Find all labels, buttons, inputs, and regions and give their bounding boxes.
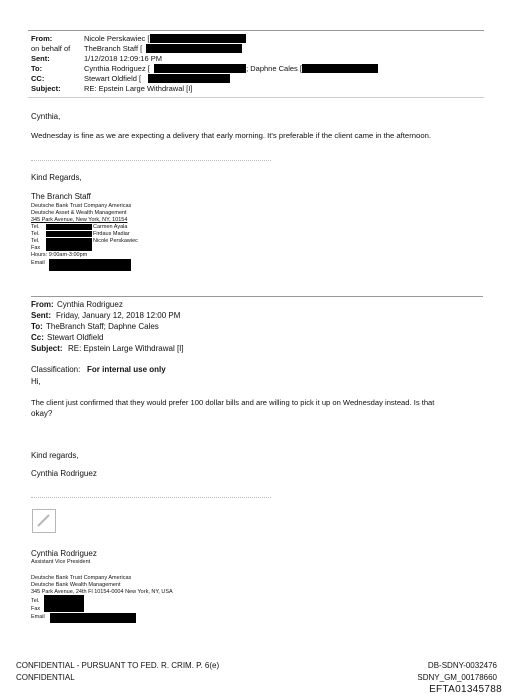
confidential-label: CONFIDENTIAL xyxy=(16,673,75,682)
message-body-line: The client just confirmed that they would prefer 100 dollar bills and are willing to pick it up on Wednesday instead. Is that xyxy=(31,398,435,407)
greeting: Hi, xyxy=(31,377,41,386)
redaction xyxy=(46,231,92,237)
sent-label: Sent: xyxy=(31,311,51,320)
to-label: To: xyxy=(31,322,43,331)
from-value: Nicole Perskawiec [ xyxy=(84,34,150,43)
subject-label: Subject: xyxy=(31,344,63,353)
redaction xyxy=(46,224,92,230)
cc-value: Stewart Oldfield xyxy=(47,333,104,342)
signature-name: Cynthia Rodriguez xyxy=(31,549,97,558)
from-label: From: xyxy=(31,34,53,43)
bates-number-2: SDNY_GM_00178660 xyxy=(417,673,497,682)
signature-name: The Branch Staff xyxy=(31,192,91,201)
confidential-notice: CONFIDENTIAL - PURSUANT TO FED. R. CRIM. P. 6(e) xyxy=(16,661,220,670)
subject-label: Subject: xyxy=(31,84,61,93)
redaction xyxy=(302,64,378,73)
closing: Kind regards, xyxy=(31,451,79,460)
efta-number: EFTA01345788 xyxy=(429,684,502,695)
sent-label: Sent: xyxy=(31,54,50,63)
sender-name: Cynthia Rodriguez xyxy=(31,469,97,478)
email-label: Email xyxy=(31,614,45,620)
to-value: TheBranch Staff; Daphne Cales xyxy=(46,322,159,331)
signature-line: Deutsche Bank Trust Company Americas xyxy=(31,203,132,209)
subject-value: RE: Epstein Large Withdrawal [I] xyxy=(68,344,184,353)
sent-value: 1/12/2018 12:09:16 PM xyxy=(84,54,162,63)
from-label: From: xyxy=(31,300,54,309)
redaction xyxy=(49,259,131,271)
email-label: Email xyxy=(31,260,45,266)
signature-address: 345 Park Avenue, 24th Fl 10154-0004 New York, NY, USA xyxy=(31,589,173,595)
redaction xyxy=(46,244,92,251)
classification-label: Classification: xyxy=(31,365,81,374)
redaction xyxy=(150,34,246,43)
sent-value: Friday, January 12, 2018 12:00 PM xyxy=(56,311,181,320)
signature-line: Deutsche Bank Trust Company Americas xyxy=(31,575,132,581)
signature-address: 345 Park Avenue, New York, NY, 10154 xyxy=(31,217,128,223)
fax-label: Fax xyxy=(31,606,41,612)
fax-label: Fax xyxy=(31,245,41,251)
hours: Hours: 9:00am-3:00pm xyxy=(31,252,88,258)
signature-title: Assistant Vice President xyxy=(31,559,91,565)
tel-label: Tel. xyxy=(31,238,40,244)
classification-value: For internal use only xyxy=(87,365,166,374)
tel-label: Tel. xyxy=(31,224,40,230)
signature-line: Deutsche Asset & Wealth Management xyxy=(31,210,127,216)
from-value: Cynthia Rodriguez xyxy=(57,300,123,309)
to-value: Cynthia Rodriguez [ xyxy=(84,64,150,73)
closing: Kind Regards, xyxy=(31,173,82,182)
separator xyxy=(31,497,271,498)
cc-label: CC: xyxy=(31,74,45,83)
cc-value: Stewart Oldfield [ xyxy=(84,74,142,83)
tel-label: Tel. xyxy=(31,598,40,604)
tel-name: Carmen Ayala xyxy=(93,224,128,230)
redaction xyxy=(148,74,230,83)
tel-name: Firdaus Madiar xyxy=(93,231,130,237)
cc-label: Cc: xyxy=(31,333,44,342)
signature-line: Deutsche Bank Wealth Management xyxy=(31,582,121,588)
tel-label: Tel. xyxy=(31,231,40,237)
header-divider xyxy=(28,97,484,98)
tel-name: Nicole Perskawiec xyxy=(93,238,138,244)
redaction xyxy=(146,44,242,53)
behalf-label: on behalf of xyxy=(31,44,71,53)
redaction xyxy=(154,64,246,73)
bates-number-1: DB-SDNY-0032476 xyxy=(427,661,497,670)
message-divider xyxy=(31,296,483,297)
subject-value: RE: Epstein Large Withdrawal [I] xyxy=(84,84,193,93)
redaction xyxy=(44,604,84,612)
top-rule xyxy=(28,30,484,31)
message-body: Wednesday is fine as we are expecting a delivery that early morning. It's preferable if the client came in the afternoon. xyxy=(31,131,432,140)
to-label: To: xyxy=(31,64,43,73)
message-body-line: okay? xyxy=(31,409,53,418)
to-value-2: ]; Daphne Cales [ xyxy=(244,64,302,73)
behalf-value: TheBranch Staff [ xyxy=(84,44,143,53)
separator xyxy=(31,160,271,161)
redaction xyxy=(50,613,136,623)
greeting: Cynthia, xyxy=(31,112,61,121)
deutsche-bank-logo-icon xyxy=(32,509,56,533)
